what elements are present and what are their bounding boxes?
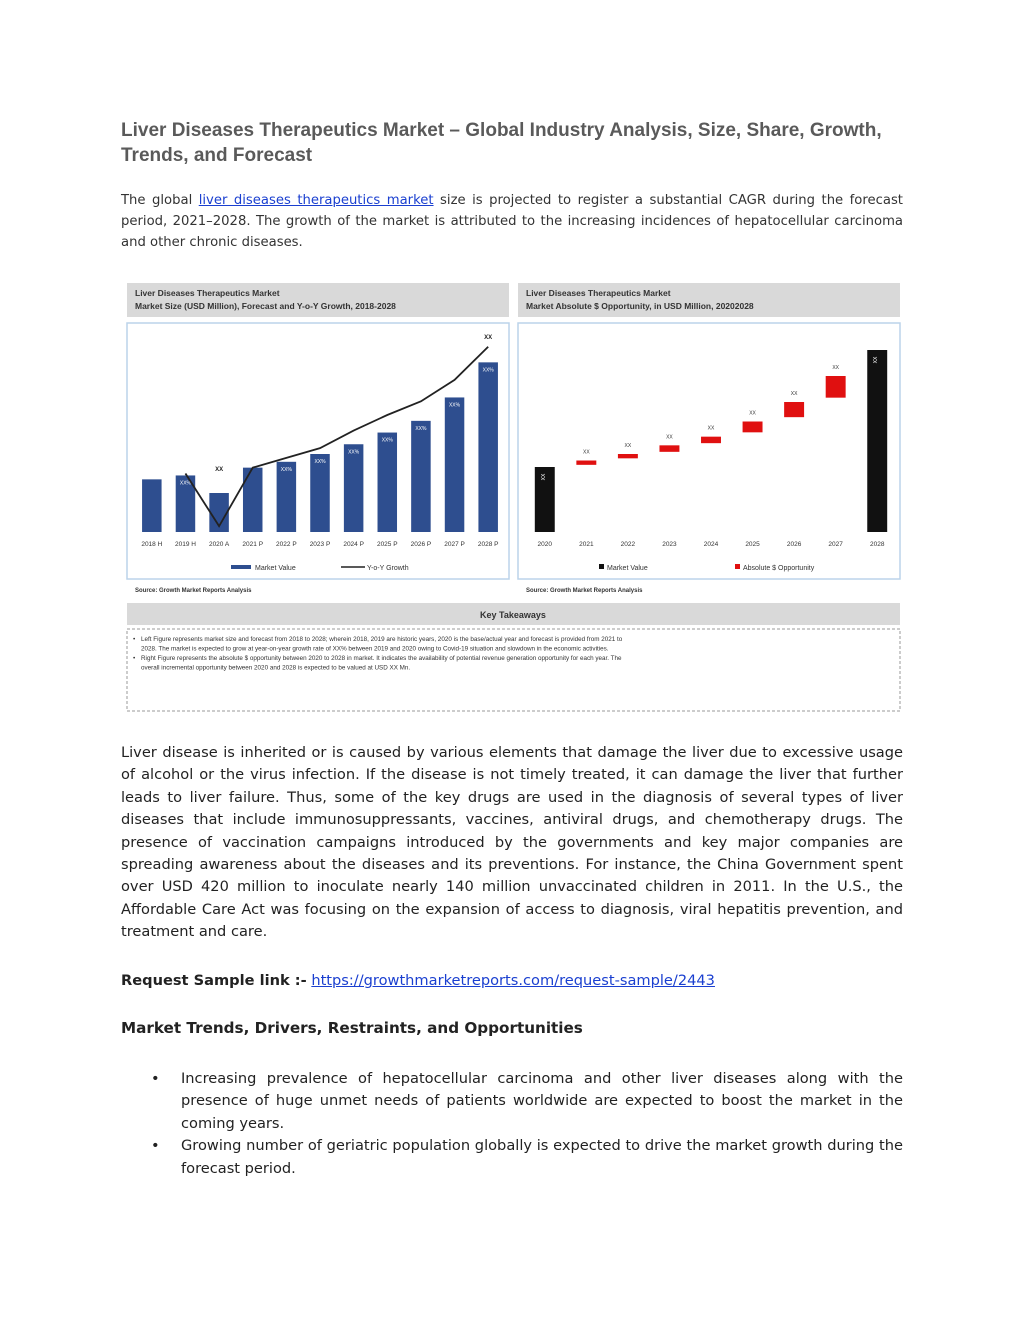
bar-data-label: XX%: [482, 367, 494, 374]
bullet-list: [121, 1068, 903, 1180]
bar-data-label: XX%: [415, 425, 427, 432]
legend-line-label: Y-o-Y Growth: [367, 565, 409, 572]
opportunity-bar: [659, 445, 679, 452]
bar-data-label: XX: [624, 443, 632, 449]
intro-text-before: The global: [121, 193, 199, 208]
takeaways-title: Key Takeaways: [480, 610, 546, 620]
takeaway-text-line: Left Figure represents market size and forecast from 2018 to 2028; wherein 2018, 2019 are historic years, 2020 is the base/actual year and forecast is provided from 2021 to: [141, 636, 623, 643]
legend-opportunity-label: Absolute $ Opportunity: [743, 565, 815, 572]
bar-data-label: XX: [707, 425, 715, 432]
right-source: Source: Growth Market Reports Analysis: [526, 588, 643, 594]
legend-opportunity-swatch: [735, 564, 740, 569]
line-data-label: XX: [215, 467, 224, 473]
market-value-bar: [867, 350, 887, 532]
legend-bar-label: Market Value: [255, 565, 296, 572]
market-figure: [121, 275, 906, 715]
intro-text-after: size is projected to register a substantial CAGR during the forecast period, 2021–2028. The growth of the market is attributed to the increasing incidences of hepatocellular carcinoma and other chronic diseases.: [121, 193, 903, 250]
x-tick-label: 2025: [745, 541, 760, 548]
market-value-bar: [243, 468, 263, 532]
x-tick-label: 2028 P: [477, 541, 499, 548]
takeaway-text-line: overall incremental opportunity between 2020 and 2028 is expected to be valued at USD XX Mn.: [141, 664, 411, 672]
x-tick-label: 2018 H: [141, 541, 163, 548]
bullet-item: [121, 1068, 903, 1135]
request-sample-link[interactable]: https://growthmarketreports.com/request-sample/2443: [311, 972, 715, 989]
bar-data-label: XX: [666, 434, 673, 441]
market-link[interactable]: liver diseases therapeutics market: [198, 193, 434, 208]
x-tick-label: 2024: [703, 541, 719, 548]
x-tick-label: 2023 P: [309, 541, 331, 548]
bullet-text: Growing number of geriatric population globally is expected to drive the market growth during the forecast period.: [181, 1137, 903, 1177]
x-tick-label: 2024 P: [343, 541, 364, 548]
bar-data-label: XX: [873, 356, 880, 364]
left-header-subtitle: Market Size (USD Million), Forecast and Y-o-Y Growth, 2018-2028: [135, 301, 396, 311]
bar-data-label: XX%: [179, 480, 192, 487]
x-tick-label: 2020 A: [208, 541, 230, 548]
bar-data-label: XX%: [448, 402, 461, 409]
opportunity-bar: [576, 461, 596, 465]
market-value-bar: [142, 479, 162, 532]
x-tick-label: 2023: [662, 541, 677, 548]
bullet-dot-icon: •: [151, 1137, 160, 1155]
legend-value-swatch: [599, 564, 604, 569]
bar-data-label: XX: [832, 365, 840, 371]
opportunity-bar: [826, 376, 846, 398]
market-value-bar: [445, 397, 465, 532]
bar-data-label: XX: [582, 449, 590, 456]
request-sample-line: [121, 972, 715, 989]
market-value-bar: [411, 421, 431, 532]
x-tick-label: 2021: [579, 541, 594, 548]
takeaway-bullet-icon: •: [133, 636, 136, 643]
bar-data-label: XX%: [348, 449, 360, 456]
request-sample-label: Request Sample link :-: [121, 972, 307, 989]
x-tick-label: 2027: [828, 541, 843, 548]
x-tick-label: 2019 H: [174, 541, 196, 548]
line-data-label: XX: [484, 334, 493, 341]
bar-data-label: XX: [540, 473, 547, 481]
x-tick-label: 2027 P: [444, 541, 465, 548]
opportunity-bar: [618, 454, 638, 458]
market-value-bar: [344, 444, 364, 532]
section-heading: Market Trends, Drivers, Restraints, and Opportunities: [121, 1019, 583, 1037]
left-source: Source: Growth Market Reports Analysis: [135, 588, 252, 594]
bar-data-label: XX: [749, 410, 756, 417]
bar-data-label: XX%: [314, 459, 326, 465]
right-header-subtitle: Market Absolute $ Opportunity, in USD Million, 20202028: [526, 301, 754, 311]
x-tick-label: 2025 P: [376, 541, 398, 548]
bar-data-label: XX: [790, 391, 798, 397]
takeaway-text-line: Right Figure represents the absolute $ opportunity between 2020 to 2028 in market. It indicates the availability of potential revenue generation opportunity for each year. The: [141, 655, 622, 662]
x-tick-label: 2020: [537, 541, 553, 548]
legend-value-label: Market Value: [607, 565, 648, 572]
x-tick-label: 2022 P: [276, 541, 297, 548]
bullet-item: [121, 1135, 903, 1180]
takeaway-bullet-icon: •: [133, 655, 136, 662]
market-value-bar: [310, 454, 330, 532]
opportunity-bar: [701, 437, 721, 444]
market-value-bar: [378, 433, 398, 532]
left-header-title: Liver Diseases Therapeutics Market: [135, 288, 280, 298]
opportunity-bar: [784, 402, 804, 417]
market-value-bar: [478, 362, 498, 532]
x-tick-label: 2028: [869, 541, 885, 548]
x-tick-label: 2026 P: [410, 541, 432, 548]
takeaways-list: [133, 636, 623, 672]
bullet-dot-icon: •: [151, 1070, 160, 1087]
x-tick-label: 2022: [620, 541, 636, 548]
bar-data-label: XX%: [280, 466, 292, 473]
body-paragraph: Liver disease is inherited or is caused by various elements that damage the liver due to excessive usage of alcohol or the virus infection. If the disease is not timely treated, it can damage the liver that further leads to liver failure. Thus, some of the key drugs are used in the diagnosis of several types of liver diseases that include immunosuppressants, vaccines, antiviral drugs, and chemotherapy drugs. The presence of vaccination campaigns introduced by the governments and key major companies are spreading awareness about the diseases and its preventions. For instance, the China Government spent over USD 420 million to inoculate nearly 140 million unvaccinated children in 2011. In the U.S., the Affordable Care Act was focusing on the expansion of access to diagnosis, viral hepatitis prevention, and treatment and care.: [121, 744, 903, 941]
x-tick-label: 2026: [786, 541, 802, 548]
bar-data-label: XX%: [381, 437, 393, 444]
x-tick-label: 2021 P: [242, 541, 264, 548]
right-header-title: Liver Diseases Therapeutics Market: [526, 288, 671, 298]
page-title: Liver Diseases Therapeutics Market – Global Industry Analysis, Size, Share, Growth, Trends, and Forecast: [121, 120, 882, 166]
bullet-text: Increasing prevalence of hepatocellular carcinoma and other liver diseases along with the presence of huge unmet needs of patients worldwide are expected to boost the market in the coming years.: [181, 1070, 903, 1132]
intro-paragraph: [121, 190, 903, 253]
legend-bar-swatch: [231, 565, 251, 569]
market-figure-svg: [121, 275, 906, 715]
takeaway-text-line: 2028. The market is expected to grow at year-on-year growth rate of XX% between 2019 and 2020 owing to Covid-19 situation and slowdown in the economic activities.: [141, 645, 609, 653]
opportunity-bar: [743, 422, 763, 433]
